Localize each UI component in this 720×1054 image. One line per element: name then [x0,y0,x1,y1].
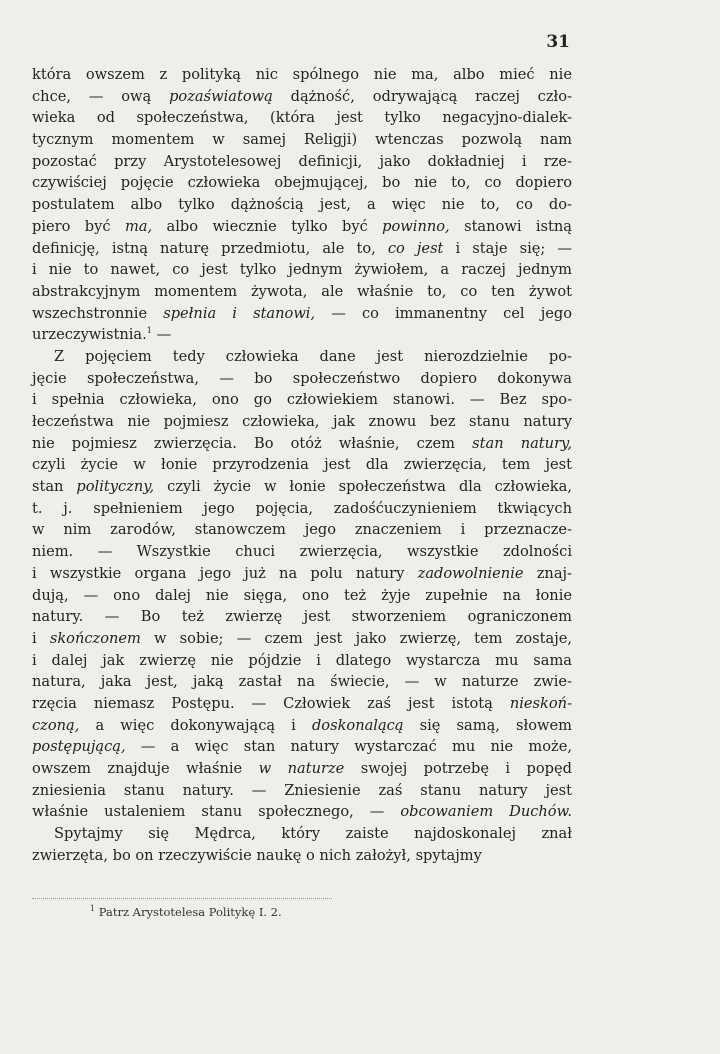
text-line [32,715,572,737]
emphasis-text: obcowaniem Duchów. [400,803,572,821]
text-line [32,454,572,476]
text-run: czywiściej pojęcie człowieka obejmującej, bo nie to, co dopiero [32,174,572,192]
text-run: czyli życie w łonie społeczeństwa dla człowieka, [154,478,572,496]
text-line [32,259,572,281]
emphasis-text: stan natury, [472,434,572,452]
text-line [32,671,572,693]
text-run: rzęcia niemasz Postępu. — Człowiek zaś jest istotą [32,694,510,712]
text-line [32,216,572,238]
footnote-reference: 1 [146,326,152,336]
text-run: abstrakcyjnym momentem żywota, ale właśnie to, co ten żywot [32,282,572,300]
text-run: chce, — ową [32,87,170,105]
emphasis-text: doskonalącą [311,716,404,734]
text-run: i staje się; — [443,239,572,257]
text-run: a więc dokonywającą i [79,716,312,734]
text-run: jęcie społeczeństwa, — bo społeczeństwo dopiero dokonywa [32,369,572,387]
text-line [32,324,572,346]
text-run: wieka od społeczeństwa, (która jest tylko negacyjno-dialek- [32,109,572,127]
text-run: stan [32,478,77,496]
text-run: tycznym momentem w samej Religji) wtenczas pozwolą nam [32,131,572,149]
text-run: czyli życie w łonie przyrodzenia jest dla zwierzęcia, tem jest [32,456,572,474]
text-run: zwierzęta, bo on rzeczywiście naukę o nich założył, spytajmy [32,846,482,864]
text-run: wszechstronnie [32,304,164,322]
text-line [32,736,572,758]
text-line [32,172,572,194]
text-run: nie pojmiesz zwierzęcia. Bo otóż właśnie, czem [32,434,473,452]
text-line [32,780,572,802]
text-run: Z pojęciem tedy człowieka dane jest nierozdzielnie po- [54,347,572,365]
text-run: t. j. spełnieniem jego pojęcia, zadośćuczynieniem tkwiących [32,499,572,517]
footnote-divider [32,898,332,899]
footnote [90,903,282,921]
text-line [32,303,572,325]
text-line [32,281,572,303]
body-text [32,64,572,866]
text-line [32,411,572,433]
text-run: łeczeństwa nie pojmiesz człowieka, jak znowu bez stanu natury [32,413,572,430]
text-line [32,194,572,216]
text-line [32,628,572,650]
emphasis-text: ma, [124,217,153,235]
text-line [32,585,572,607]
text-line [32,129,572,151]
text-run: natura, jaka jest, jaką zastał na świecie, — w naturze zwie- [32,673,572,691]
text-run: — co immanentny cel jego [315,304,572,322]
text-run: i dalej jak zwierzę nie pójdzie i dlatego wystarcza mu sama [32,651,572,669]
text-run: — [151,326,172,344]
text-run: piero być [32,217,125,235]
text-line [32,64,572,86]
text-run: — a więc stan natury wystarczać mu nie może, [125,738,572,756]
text-run: niem. — Wszystkie chuci zwierzęcia, wszystkie zdolności [32,543,572,561]
text-line [32,563,572,585]
text-line [32,346,572,368]
text-run: swojej potrzebę i popęd [344,760,572,777]
page-number: 31 [546,32,570,52]
text-run: i spełnia człowieka, ono go człowiekiem stanowi. — Bez spo- [32,391,572,409]
text-run: natury. — Bo też zwierzę jest stworzeniem ograniczonem [32,608,572,626]
text-line [32,650,572,672]
text-run: Spytajmy się Mędrca, który zaiste najdoskonalej znał [54,825,572,843]
text-run: owszem znajduje właśnie [32,760,259,777]
text-run: właśnie ustaleniem stanu społecznego, — [32,803,401,821]
text-line [32,519,572,541]
text-run: dują, — ono dalej nie sięga, ono też żyje zupełnie na łonie [32,586,572,604]
text-run: która owszem z polityką nic spólnego nie ma, albo mieć nie [32,66,572,83]
text-run: i wszystkie organa jego już na polu natury [32,564,418,582]
text-line [32,151,572,173]
text-line [32,476,572,498]
text-run: definicję, istną naturę przedmiotu, ale to, [32,239,388,257]
emphasis-text: powinno, [382,217,450,235]
text-run: urzeczywistnia. [32,326,147,344]
footnote-mark: 1 [90,904,96,914]
text-line [32,693,572,715]
text-line [32,389,572,411]
emphasis-text: polityczny, [76,478,155,496]
text-line [32,845,572,867]
text-run: albo wiecznie tylko być [152,217,383,235]
emphasis-text: czoną, [32,716,80,734]
emphasis-text: w naturze [258,760,345,777]
text-line [32,541,572,563]
text-run: pozostać przy Arystotelesowej definicji, jako dokładniej i rze- [32,152,572,170]
emphasis-text: co jest [387,239,444,257]
text-line [32,107,572,129]
emphasis-text: zadowolnienie [417,564,524,582]
text-run: dążność, odrywającą raczej czło- [272,87,572,105]
text-line [32,368,572,390]
text-run: i [32,629,50,647]
text-line [32,801,572,823]
emphasis-text: postępującą, [32,738,126,756]
text-line [32,758,572,780]
text-line [32,433,572,455]
emphasis-text: pozaświatową [169,87,273,105]
text-run: się samą, słowem [403,716,572,734]
text-run: postulatem albo tylko dążnością jest, a więc nie to, co do- [32,196,572,214]
text-line [32,823,572,845]
emphasis-text: nieskoń- [509,694,572,712]
text-run: zniesienia stanu natury. — Zniesienie zaś stanu natury jest [32,781,572,799]
footnote-text: Patrz Arystotelesa Politykę I. 2. [98,905,282,919]
text-run: w sobie; — czem jest jako zwierzę, tem zostaje, [140,629,572,647]
text-run: stanowi istną [449,217,572,235]
text-line [32,498,572,520]
text-line [32,238,572,260]
text-run: znaj- [523,564,572,582]
text-line [32,606,572,628]
emphasis-text: skończonem [49,629,141,647]
text-run: w nim zarodów, stanowczem jego znaczeniem i przeznacze- [32,521,572,539]
text-run: i nie to nawet, co jest tylko jednym żywiołem, a raczej jednym [32,261,572,279]
emphasis-text: spełnia i stanowi, [163,304,316,322]
text-line [32,86,572,108]
